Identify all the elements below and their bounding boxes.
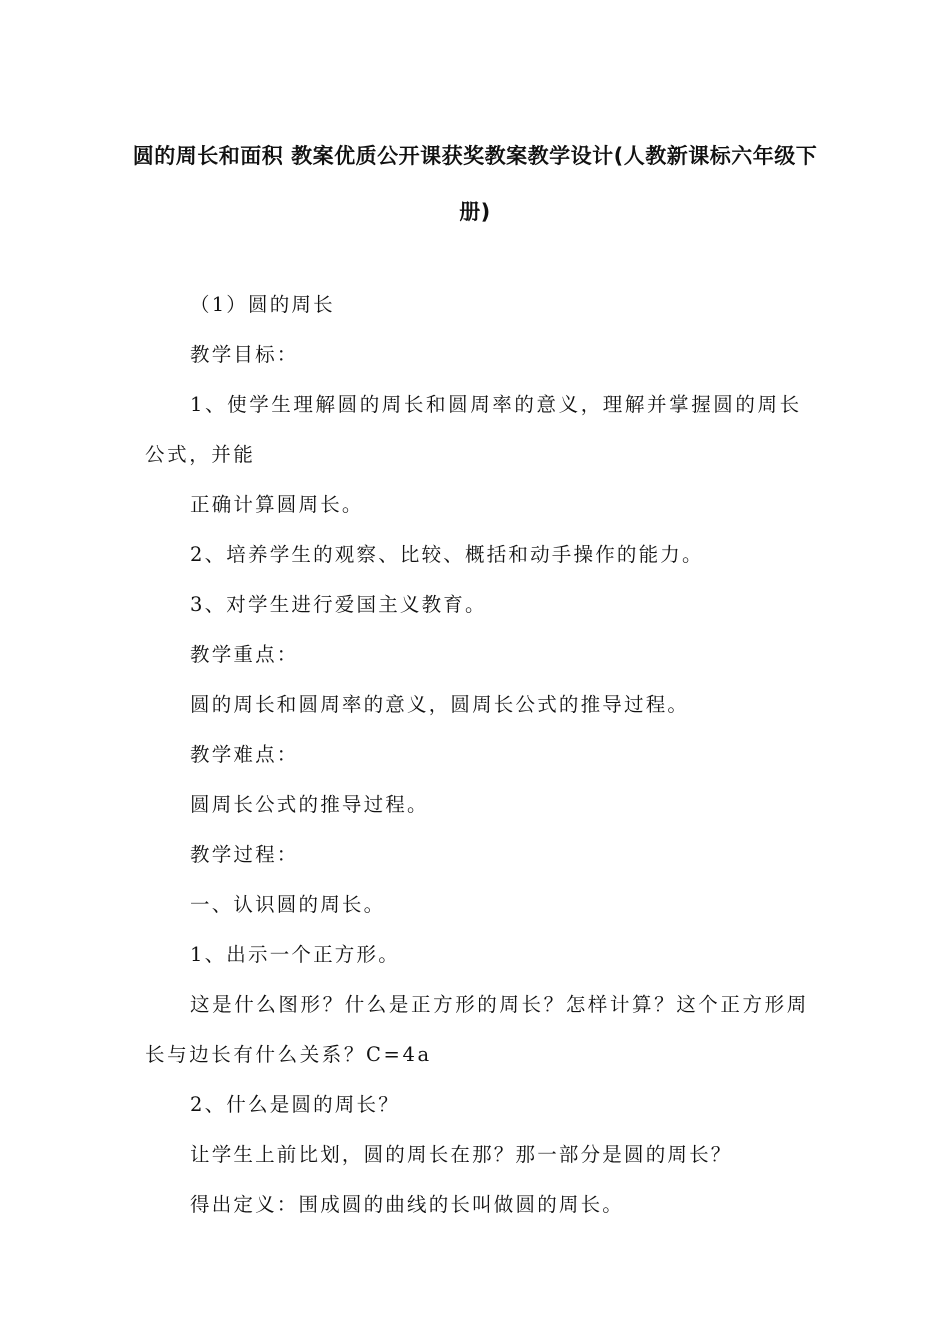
teaching-process-heading: 教学过程： (190, 843, 299, 866)
step-1-1: 1、出示一个正方形。 (190, 943, 400, 966)
difficult-points-text: 圆周长公式的推导过程。 (190, 793, 429, 816)
student-activity: 让学生上前比划，圆的周长在那？那一部分是圆的周长？ (190, 1143, 733, 1166)
objective-2: 2、培养学生的观察、比较、概括和动手操作的能力。 (190, 543, 704, 566)
difficult-points-heading: 教学难点： (190, 743, 299, 766)
key-points-text: 圆的周长和圆周率的意义，圆周长公式的推导过程。 (190, 693, 690, 716)
objective-1-continued: 正确计算圆周长。 (190, 493, 364, 516)
definition: 得出定义：围成圆的曲线的长叫做圆的周长。 (190, 1193, 625, 1216)
step-1-2: 2、什么是圆的周长？ (190, 1093, 400, 1116)
section-heading-circumference: （1）圆的周长 (190, 293, 335, 316)
document-body (145, 280, 813, 1230)
key-points-heading: 教学重点： (190, 643, 299, 666)
document-title: 圆的周长和面积 教案优质公开课获奖教案教学设计(人教新课标六年级下册) (132, 144, 818, 224)
step-1-heading: 一、认识圆的周长。 (190, 893, 386, 916)
teaching-objectives-heading: 教学目标： (190, 343, 299, 366)
objective-3: 3、对学生进行爱国主义教育。 (190, 593, 487, 616)
square-questions: 这是什么图形？什么是正方形的周长？怎样计算？这个正方形周长与边长有什么关系？C=4a (145, 993, 809, 1066)
objective-1: 1、使学生理解圆的周长和圆周率的意义，理解并掌握圆的周长公式，并能 (145, 393, 802, 466)
